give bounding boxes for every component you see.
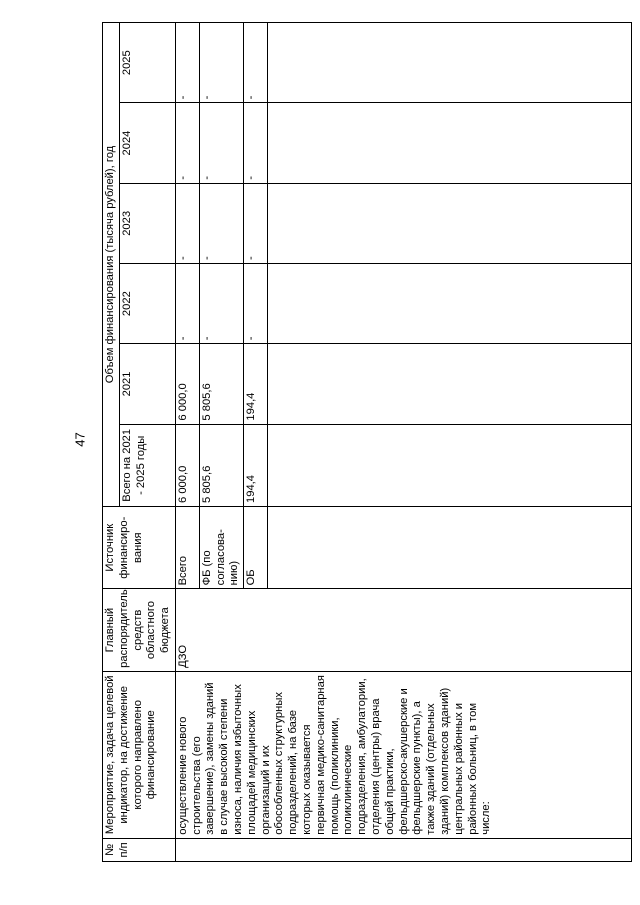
source-cell: ФБ (по согласова-нию) bbox=[199, 507, 243, 589]
cell-no bbox=[175, 838, 631, 861]
measure-text: осуществление нового строительства (его завершение), замены зданий в случае высокой степени износа, наличия избыточных площадей медицинских организаций и их обособленных структурных подразделений, на базе которых оказывается первичная медико-санитарная помощь (поликлиники, поликлинические подразделения, амбулатории, отделения (центры) врача общей практики, фельдшерско-акушерские и фельдшерские пункты), а также зданий (отдельных зданий) комплексов зданий) центральных районных и районных больниц, в том числе: bbox=[175, 671, 631, 838]
year-2024-cell: - bbox=[199, 103, 243, 183]
empty-cell bbox=[268, 424, 632, 506]
header-year-2021: 2021 bbox=[119, 344, 175, 424]
table-row bbox=[175, 23, 199, 862]
empty-cell bbox=[268, 344, 632, 424]
financing-table-rotated bbox=[102, 22, 632, 862]
empty-cell bbox=[268, 103, 632, 183]
header-year-2022: 2022 bbox=[119, 264, 175, 344]
header-year-2025: 2025 bbox=[119, 23, 175, 103]
header-distributor: Главный распорядитель средств областного бюджета bbox=[103, 589, 176, 671]
total-cell: 6 000,0 bbox=[175, 424, 199, 506]
page-number: 47 bbox=[72, 432, 88, 447]
year-2023-cell: - bbox=[244, 183, 268, 263]
header-measure: Мероприятие, задача целевой индикатор, на достижение которого направлено финансирование bbox=[103, 671, 176, 838]
empty-cell bbox=[268, 23, 632, 103]
total-cell: 194,4 bbox=[244, 424, 268, 506]
header-year-2024: 2024 bbox=[119, 103, 175, 183]
year-2023-cell: - bbox=[175, 183, 199, 263]
source-cell: ОБ bbox=[244, 507, 268, 589]
year-2024-cell: - bbox=[175, 103, 199, 183]
year-2023-cell: - bbox=[199, 183, 243, 263]
year-2025-cell: - bbox=[199, 23, 243, 103]
year-2021-cell: 194,4 bbox=[244, 344, 268, 424]
header-source: Источник финансиро-вания bbox=[103, 507, 176, 589]
year-2025-cell: - bbox=[175, 23, 199, 103]
year-2024-cell: - bbox=[244, 103, 268, 183]
header-no: № п/п bbox=[103, 838, 176, 861]
year-2021-cell: 6 000,0 bbox=[175, 344, 199, 424]
header-volume: Объем финансирования (тысяча рублей), год bbox=[103, 23, 120, 507]
header-year-2023: 2023 bbox=[119, 183, 175, 263]
year-2022-cell: - bbox=[244, 264, 268, 344]
empty-cell bbox=[268, 264, 632, 344]
header-total: Всего на 2021 - 2025 годы bbox=[119, 424, 175, 506]
total-cell: 5 805,6 bbox=[199, 424, 243, 506]
empty-cell bbox=[268, 183, 632, 263]
year-2022-cell: - bbox=[175, 264, 199, 344]
empty-cell bbox=[268, 507, 632, 589]
distributor-value: ДЗО bbox=[175, 589, 631, 671]
year-2021-cell: 5 805,6 bbox=[199, 344, 243, 424]
year-2025-cell: - bbox=[244, 23, 268, 103]
source-cell: Всего bbox=[175, 507, 199, 589]
financing-table bbox=[102, 22, 632, 862]
year-2022-cell: - bbox=[199, 264, 243, 344]
